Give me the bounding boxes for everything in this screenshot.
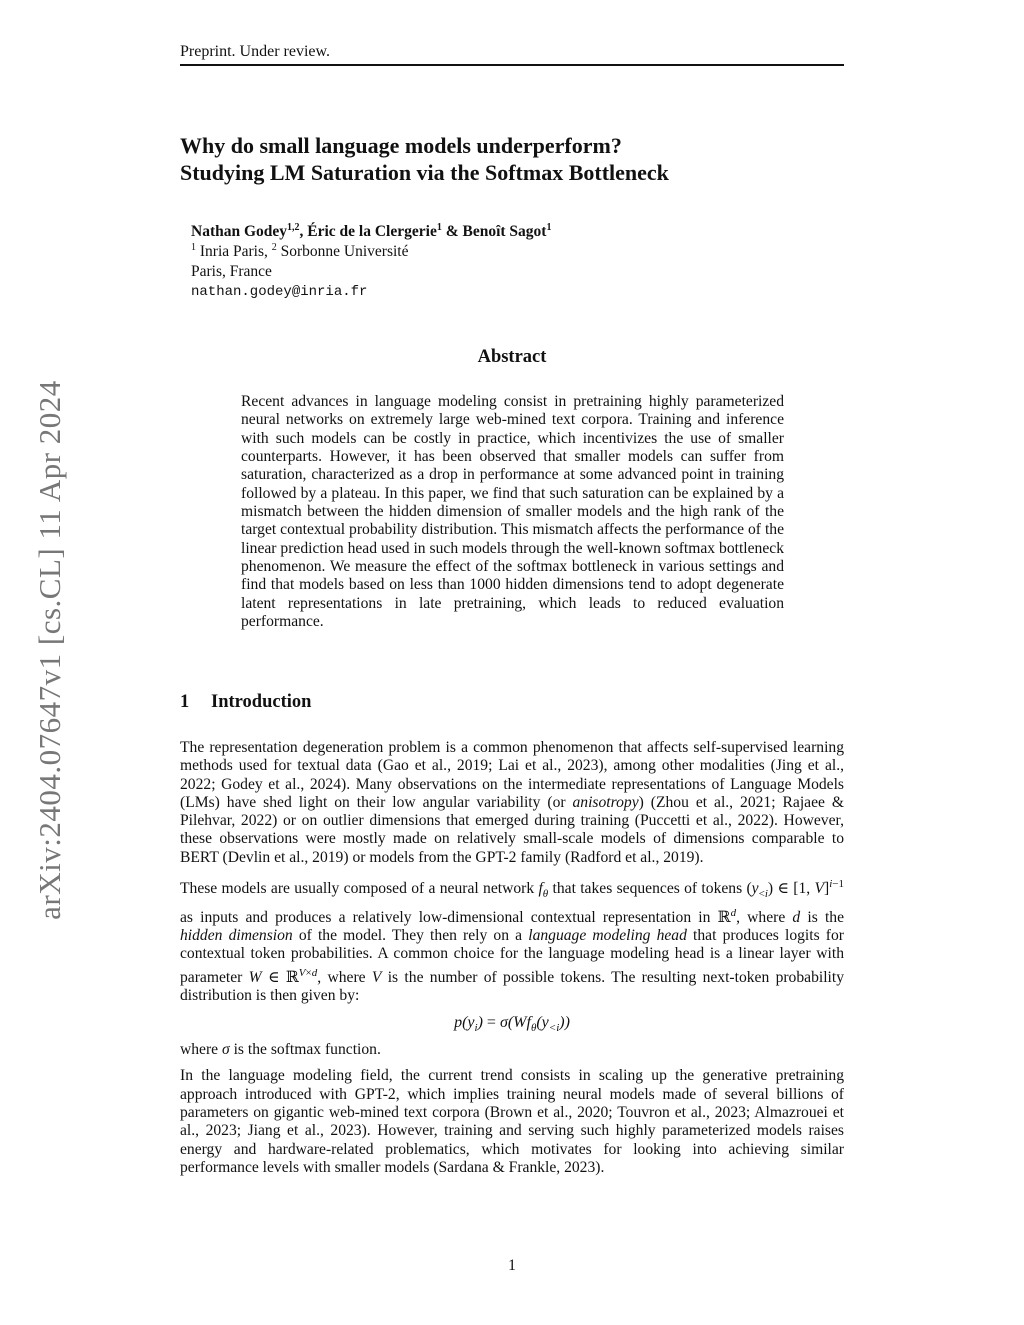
affiliations bbox=[191, 242, 831, 262]
math-real-d: ℝ$^d$ bbox=[717, 906, 737, 926]
affil-1-marker: 1 bbox=[191, 241, 196, 253]
intro-p2-text-f: of the model. They then rely on a bbox=[292, 927, 529, 945]
paper-title bbox=[180, 132, 844, 186]
author-location: Paris, France bbox=[191, 263, 272, 280]
math-w-in-r: W ∈ ℝ$^{V\times d}$ bbox=[248, 966, 318, 986]
intro-p2-text-b: that takes sequences of tokens bbox=[548, 880, 747, 898]
author-block bbox=[191, 222, 831, 302]
affil-1: Inria Paris, bbox=[199, 243, 268, 260]
affil-2-marker: 2 bbox=[271, 241, 277, 253]
intro-p2-text-i: is the number of possible tokens. The resulting next-token probability distribution is then given by: bbox=[180, 968, 844, 1005]
intro-p1-text-b: ) (Zhou et al., 2021; Rajaee & Pilehvar, 2022) or on outlier dimensions that emerged during training (Puccetti et al., 2022). However, these observations were mostly made on relatively small-scale models of dimensions comparable to BERT (Devlin et al., 2019) or models from the GPT-2 family (Radford et al., 2019). bbox=[180, 793, 844, 866]
intro-p2-emphasis-2: language modeling head bbox=[528, 927, 687, 945]
intro-p2-text-g: that produces logits for contextual token probabilities. A common choice for the language modeling head is a linear layer with parameter bbox=[180, 927, 844, 986]
intro-p2-text-c: as inputs and produces a relatively low-dimensional contextual representation in bbox=[180, 908, 718, 926]
intro-p2-emphasis-1: hidden dimension bbox=[180, 927, 293, 945]
running-header: Preprint. Under review. bbox=[180, 43, 331, 60]
math-d: d bbox=[792, 908, 801, 926]
author-3-affil: 1 bbox=[546, 221, 552, 233]
title-line-2: Studying LM Saturation via the Softmax Bottleneck bbox=[180, 160, 669, 185]
math-sigma: σ bbox=[222, 1041, 230, 1059]
softmax-equation: $p(y_i) = \sigma(Wf_\theta(y_{<i}))$ bbox=[454, 1013, 570, 1034]
after-eq-text-a: where bbox=[180, 1041, 222, 1059]
author-2-affil: 1 bbox=[436, 221, 442, 233]
section-number: 1 bbox=[180, 692, 190, 712]
author-1: Nathan Godey bbox=[191, 223, 288, 240]
author-1-affil: 1,2 bbox=[287, 221, 300, 233]
abstract-text: Recent advances in language modeling consist in pretraining highly parameterized neural networks on extremely large web-mined text corpora. Training and inference with such models can be costly in practice, which incentivizes the use of smaller counterparts. However, it has been observed that smaller models can suffer from saturation, characterized as a drop in performance at some advanced point in training followed by a plateau. In this paper, we find that such saturation can be explained by a mismatch between the hidden dimension of smaller models and the high rank of the target contextual probability distribution. This mismatch affects the performance of the linear prediction head used in such models through the well-known softmax bottleneck phenomenon. We measure the effect of the softmax bottleneck in various settings and find that models based on less than 1000 hidden dimensions tend to adopt degenerate latent representations in late pretraining, which leads to reduced evaluation performance. bbox=[241, 393, 784, 631]
intro-paragraph-3: In the language modeling field, the current trend consists in scaling up the generative pretraining approach introduced with GPT-2, which implies training neural models made of several billions of parameters on gigantic web-mined text corpora (Brown et al., 2020; Touvron et al., 2023; Almazrouei et al., 2023; Jiang et al., 2023). However, training and serving such highly parameterized models raises energy and hardware-related problematics, which motivates for looking into achieving similar performance levels with smaller models (Sardana & Frankle, 2023). bbox=[180, 1067, 844, 1176]
math-f-theta: $f_\theta$ bbox=[538, 880, 549, 901]
author-ampersand: & bbox=[445, 223, 459, 240]
intro-p1-text-a: The representation degeneration problem is a common phenomenon that affects self-supervised learning methods used for textual data (Gao et al., 2019; Lai et al., 2023), among other modalities (Jing et al., 2022; Godey et al., 2024). Many observations on the intermediate representations of Language Models (LMs) have shed light on their low angular variability (or bbox=[180, 739, 844, 811]
equation-explanation bbox=[180, 1041, 844, 1059]
author-2: Éric de la Clergerie bbox=[307, 223, 437, 240]
header-rule bbox=[180, 64, 844, 66]
intro-p2-text-a: These models are usually composed of a neural network bbox=[180, 880, 539, 898]
intro-p1-emphasis: anisotropy bbox=[572, 793, 639, 811]
intro-paragraph-2 bbox=[180, 875, 844, 1005]
introduction-body bbox=[180, 739, 844, 1185]
affil-2: Sorbonne Université bbox=[280, 243, 409, 260]
math-token-sequence: $(y_{<i})$ ∈ [1, V]$^{i-1}$ bbox=[746, 878, 844, 901]
math-v: V bbox=[371, 968, 382, 986]
author-email[interactable]: nathan.godey@inria.fr bbox=[191, 284, 368, 300]
intro-p2-text-e: is the bbox=[800, 908, 844, 926]
section-heading-introduction bbox=[180, 692, 311, 713]
after-eq-text-b: is the softmax function. bbox=[229, 1041, 381, 1059]
intro-p2-text-d: , where bbox=[736, 908, 793, 926]
author-names: Nathan Godey$^{1,2}$, Éric de la Clergerie$^1$ & Benoît Sagot$^1$ bbox=[191, 221, 552, 240]
title-line-1: Why do small language models underperform? bbox=[180, 133, 622, 158]
abstract-heading: Abstract bbox=[477, 347, 547, 367]
author-3: Benoît Sagot bbox=[462, 223, 547, 240]
intro-paragraph-1 bbox=[180, 739, 844, 867]
section-title: Introduction bbox=[211, 692, 312, 712]
intro-p2-text-h: , where bbox=[317, 968, 372, 986]
page-number: 1 bbox=[508, 1257, 516, 1274]
arxiv-identifier: arXiv:2404.07647v1 [cs.CL] 11 Apr 2024 bbox=[32, 380, 67, 920]
